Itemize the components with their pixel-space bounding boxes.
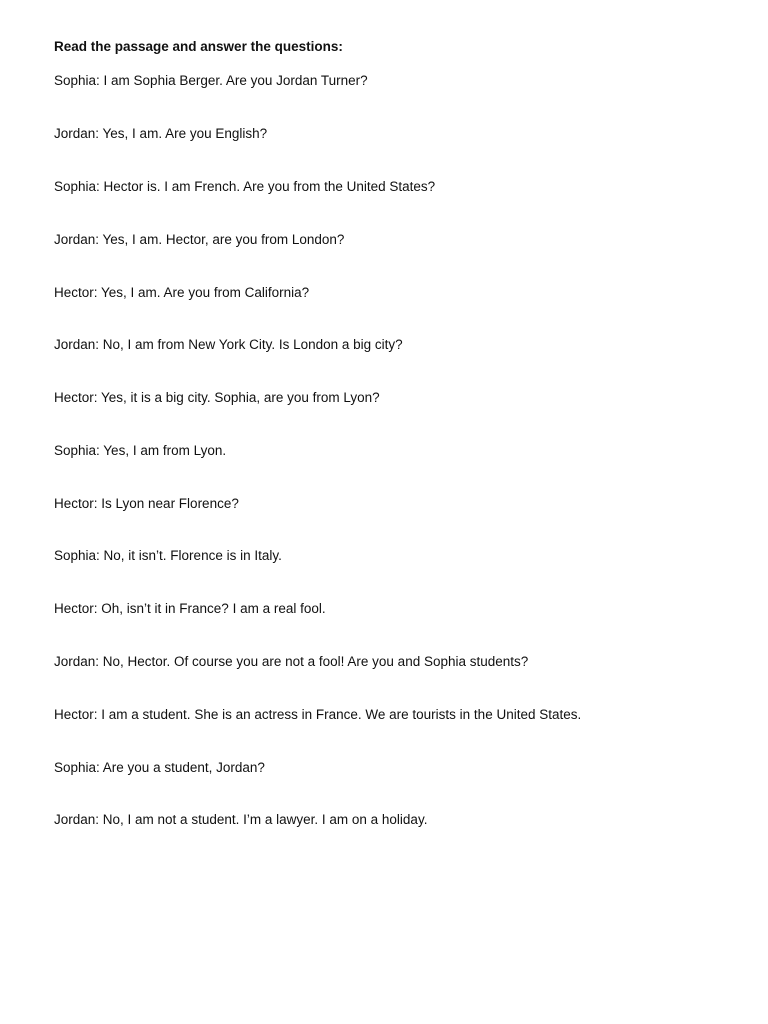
- dialogue-line: Jordan: No, I am not a student. I’m a lawyer. I am on a holiday.: [54, 812, 428, 827]
- dialogue-line: Sophia: I am Sophia Berger. Are you Jordan Turner?: [54, 73, 368, 88]
- dialogue-line: Jordan: Yes, I am. Are you English?: [54, 126, 268, 141]
- dialogue-line: Jordan: No, I am from New York City. Is London a big city?: [54, 337, 403, 352]
- instructions-heading: Read the passage and answer the questions:: [54, 39, 343, 54]
- dialogue-line: Jordan: No, Hector. Of course you are not a fool! Are you and Sophia students?: [54, 654, 529, 669]
- dialogue-line: Sophia: Yes, I am from Lyon.: [54, 443, 227, 458]
- dialogue-line: Hector: Yes, it is a big city. Sophia, are you from Lyon?: [54, 390, 380, 405]
- dialogue-line: Hector: Is Lyon near Florence?: [54, 496, 239, 511]
- dialogue-line: Sophia: Hector is. I am French. Are you from the United States?: [54, 179, 436, 194]
- dialogue-line: Hector: Yes, I am. Are you from California?: [54, 285, 310, 300]
- dialogue-line: Sophia: Are you a student, Jordan?: [54, 760, 265, 775]
- dialogue-line: Hector: I am a student. She is an actress in France. We are tourists in the United States.: [54, 707, 582, 722]
- dialogue-line: Jordan: Yes, I am. Hector, are you from London?: [54, 232, 345, 247]
- dialogue-line: Sophia: No, it isn’t. Florence is in Italy.: [54, 548, 282, 563]
- dialogue-line: Hector: Oh, isn’t it in France? I am a real fool.: [54, 601, 326, 616]
